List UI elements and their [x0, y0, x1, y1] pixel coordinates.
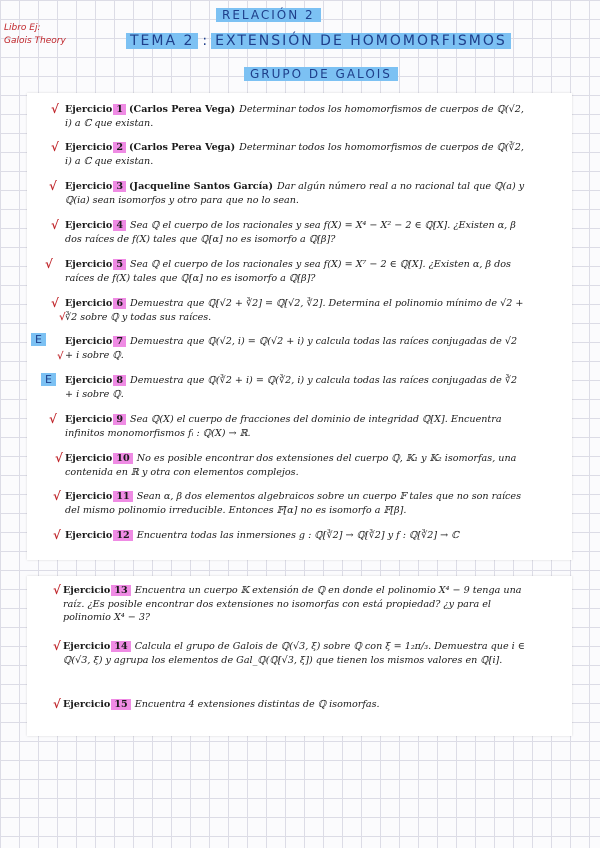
- e-tag: E: [31, 333, 46, 346]
- check-mark: √: [51, 102, 59, 116]
- exercise-12: Ejercicio 12 Encuentra todas las inmersiones g : ℚ[∛2] → ℚ[∛2] y f : ℚ[∛2] → ℂ: [65, 530, 459, 541]
- check-mark: √: [49, 412, 57, 426]
- exercise-number: 1: [113, 104, 126, 115]
- exercise-text: Determinar todos los homomorfismos de cuerpos de ℚ(√2, i) a ℂ que existan.: [65, 104, 524, 129]
- check-mark: √: [51, 296, 59, 310]
- exercise-text: Encuentra 4 extensiones distintas de ℚ isomorfas.: [134, 699, 380, 710]
- check-mark: √: [53, 697, 61, 711]
- exercise-10: Ejercicio 10 No es posible encontrar dos extensiones del cuerpo ℚ, 𝕂₁ y 𝕂₂ isomorfas, una contenida en ℝ y otra con elementos complejos.: [65, 453, 517, 478]
- check-mark: √: [53, 489, 61, 503]
- exercise-1: Ejercicio 1 (Carlos Perea Vega) Determinar todos los homomorfismos de cuerpos de ℚ(√2, i) a ℂ que existan.: [65, 104, 524, 129]
- title-grupo: GRUPO DE GALOIS: [244, 67, 398, 81]
- exercise-number: 4: [113, 220, 126, 231]
- exercise-4: Ejercicio 4 Sea ℚ el cuerpo de los racionales y sea f(X) = X⁴ − X² − 2 ∈ ℚ[X]. ¿Existen α, β dos raíces de f(X) tales que ℚ[α] no es isomorfo a ℚ[β]?: [65, 220, 516, 245]
- exercise-text: Calcula el grupo de Galois de ℚ(√3, ξ) sobre ℚ con ξ = 1₂π/₃. Demuestra que i ∈ ℚ(√3, ξ) y agrupa los elementos de Gal_ℚ(ℚ[√3, ξ]) que tienen los mismos valores en ℚ[i].: [63, 641, 525, 666]
- exercise-text: Dar algún número real a no racional tal que ℚ(a) y ℚ(ia) sean isomorfos y otro para que no lo sean.: [65, 181, 525, 206]
- side-note-line-1: Libro Ej:: [4, 23, 41, 33]
- exercise-15: Ejercicio 15 Encuentra 4 extensiones distintas de ℚ isomorfas.: [63, 699, 380, 710]
- check-mark: √: [57, 351, 64, 362]
- check-mark: √: [49, 179, 57, 193]
- exercise-number: 2: [113, 142, 126, 153]
- exercise-number: 3: [113, 181, 126, 192]
- exercise-number: 15: [111, 699, 130, 710]
- exercise-text: Demuestra que ℚ[√2 + ∛2] = ℚ[√2, ∛2]. Determina el polinomio mínimo de √2 + ∛2 sobre ℚ y todas sus raíces.: [65, 298, 524, 323]
- exercise-number: 9: [113, 414, 126, 425]
- tema-name: EXTENSIÓN DE HOMOMORFISMOS: [211, 33, 511, 49]
- title-tema: [126, 33, 511, 49]
- check-mark: √: [59, 312, 66, 323]
- exercise-number: 5: [113, 259, 126, 270]
- exercise-text: Sea ℚ el cuerpo de los racionales y sea f(X) = X⁷ − 2 ∈ ℚ[X]. ¿Existen α, β dos raíces de f(X) tales que ℚ[α] no es isomorfo a ℚ[β]?: [65, 259, 511, 284]
- exercise-6: Ejercicio 6 Demuestra que ℚ[√2 + ∛2] = ℚ[√2, ∛2]. Determina el polinomio mínimo de √2 + ∛2 sobre ℚ y todas sus raíces.: [65, 298, 524, 323]
- exercise-author: (Jacqueline Santos García): [129, 181, 274, 192]
- e-tag: E: [41, 373, 56, 386]
- side-note-line-2: Galois Theory: [4, 36, 66, 46]
- exercise-text: Determinar todos los homomorfismos de cuerpos de ℚ(∛2, i) a ℂ que existan.: [65, 142, 524, 167]
- check-mark: √: [51, 140, 59, 154]
- exercise-9: Ejercicio 9 Sea ℚ(X) el cuerpo de fracciones del dominio de integridad ℚ[X]. Encuentra infinitos monomorfismos fᵢ : ℚ(X) → ℝ.: [65, 414, 502, 439]
- exercise-5: Ejercicio 5 Sea ℚ el cuerpo de los racionales y sea f(X) = X⁷ − 2 ∈ ℚ[X]. ¿Existen α, β dos raíces de f(X) tales que ℚ[α] no es isomorfo a ℚ[β]?: [65, 259, 511, 284]
- check-mark: √: [53, 639, 61, 653]
- exercise-text: No es posible encontrar dos extensiones del cuerpo ℚ, 𝕂₁ y 𝕂₂ isomorfas, una contenida en ℝ y otra con elementos complejos.: [65, 453, 517, 478]
- exercise-text: Sea ℚ(X) el cuerpo de fracciones del dominio de integridad ℚ[X]. Encuentra infinitos monomorfismos fᵢ : ℚ(X) → ℝ.: [65, 414, 502, 439]
- exercise-7: Ejercicio 7 Demuestra que ℚ(√2, i) = ℚ(√2 + i) y calcula todas las raíces conjugadas de √2 + i sobre ℚ.: [65, 336, 518, 361]
- exercise-13: Ejercicio 13 Encuentra un cuerpo 𝕂 extensión de ℚ en donde el polinomio X⁴ − 9 tenga una raíz. ¿Es posible encontrar dos extensiones no isomorfas con está propiedad? ¿y para el polinomio X⁴ − 3?: [63, 585, 522, 623]
- side-note: [4, 22, 66, 48]
- exercise-author: (Carlos Perea Vega): [129, 104, 236, 115]
- exercise-number: 6: [113, 298, 126, 309]
- tema-separator: :: [202, 33, 208, 49]
- exercise-14: Ejercicio 14 Calcula el grupo de Galois de ℚ(√3, ξ) sobre ℚ con ξ = 1₂π/₃. Demuestra que i ∈ ℚ(√3, ξ) y agrupa los elementos de Gal_ℚ(ℚ[√3, ξ]) que tienen los mismos valores en ℚ[i].: [63, 641, 525, 666]
- tema-label: TEMA 2: [126, 33, 198, 49]
- check-mark: √: [53, 528, 61, 542]
- title-relacion: RELACIÓN 2: [216, 8, 321, 22]
- exercise-sheet-1: [27, 93, 572, 560]
- exercise-number: 8: [113, 375, 126, 386]
- check-mark: √: [51, 218, 59, 232]
- exercise-number: 14: [111, 641, 130, 652]
- exercise-number: 12: [113, 530, 132, 541]
- exercise-number: 13: [111, 585, 130, 596]
- check-mark: √: [55, 451, 63, 465]
- exercise-number: 7: [113, 336, 126, 347]
- exercise-11: Ejercicio 11 Sean α, β dos elementos algebraicos sobre un cuerpo 𝔽 tales que no son raíces del mismo polinomio irreducible. Entonces 𝔽[α] no es isomorfo a 𝔽[β].: [65, 491, 521, 516]
- exercise-text: Encuentra todas las inmersiones g : ℚ[∛2] → ℚ[∛2] y f : ℚ[∛2] → ℂ: [136, 530, 459, 541]
- exercise-sheet-2: [27, 576, 572, 736]
- exercise-2: Ejercicio 2 (Carlos Perea Vega) Determinar todos los homomorfismos de cuerpos de ℚ(∛2, i) a ℂ que existan.: [65, 142, 524, 167]
- exercise-text: Demuestra que ℚ(√2, i) = ℚ(√2 + i) y calcula todas las raíces conjugadas de √2 + i sobre ℚ.: [65, 336, 518, 361]
- exercise-text: Sean α, β dos elementos algebraicos sobre un cuerpo 𝔽 tales que no son raíces del mismo polinomio irreducible. Entonces 𝔽[α] no es isomorfo a 𝔽[β].: [65, 491, 521, 516]
- exercise-text: Encuentra un cuerpo 𝕂 extensión de ℚ en donde el polinomio X⁴ − 9 tenga una raíz. ¿Es posible encontrar dos extensiones no isomorfas con está propiedad? ¿y para el polinomio X⁴ − 3?: [63, 585, 522, 623]
- exercise-8: Ejercicio 8 Demuestra que ℚ(∛2 + i) = ℚ(∛2, i) y calcula todas las raíces conjugadas de ∛2 + i sobre ℚ.: [65, 375, 518, 400]
- exercise-number: 10: [113, 453, 132, 464]
- exercise-number: 11: [113, 491, 132, 502]
- exercise-3: Ejercicio 3 (Jacqueline Santos García) Dar algún número real a no racional tal que ℚ(a) y ℚ(ia) sean isomorfos y otro para que no lo sean.: [65, 181, 525, 206]
- exercise-author: (Carlos Perea Vega): [129, 142, 236, 153]
- check-mark: √: [45, 257, 53, 271]
- exercise-text: Sea ℚ el cuerpo de los racionales y sea f(X) = X⁴ − X² − 2 ∈ ℚ[X]. ¿Existen α, β dos raíces de f(X) tales que ℚ[α] no es isomorfo a ℚ[β]?: [65, 220, 516, 245]
- exercise-text: Demuestra que ℚ(∛2 + i) = ℚ(∛2, i) y calcula todas las raíces conjugadas de ∛2 + i sobre ℚ.: [65, 375, 518, 400]
- check-mark: √: [53, 583, 61, 597]
